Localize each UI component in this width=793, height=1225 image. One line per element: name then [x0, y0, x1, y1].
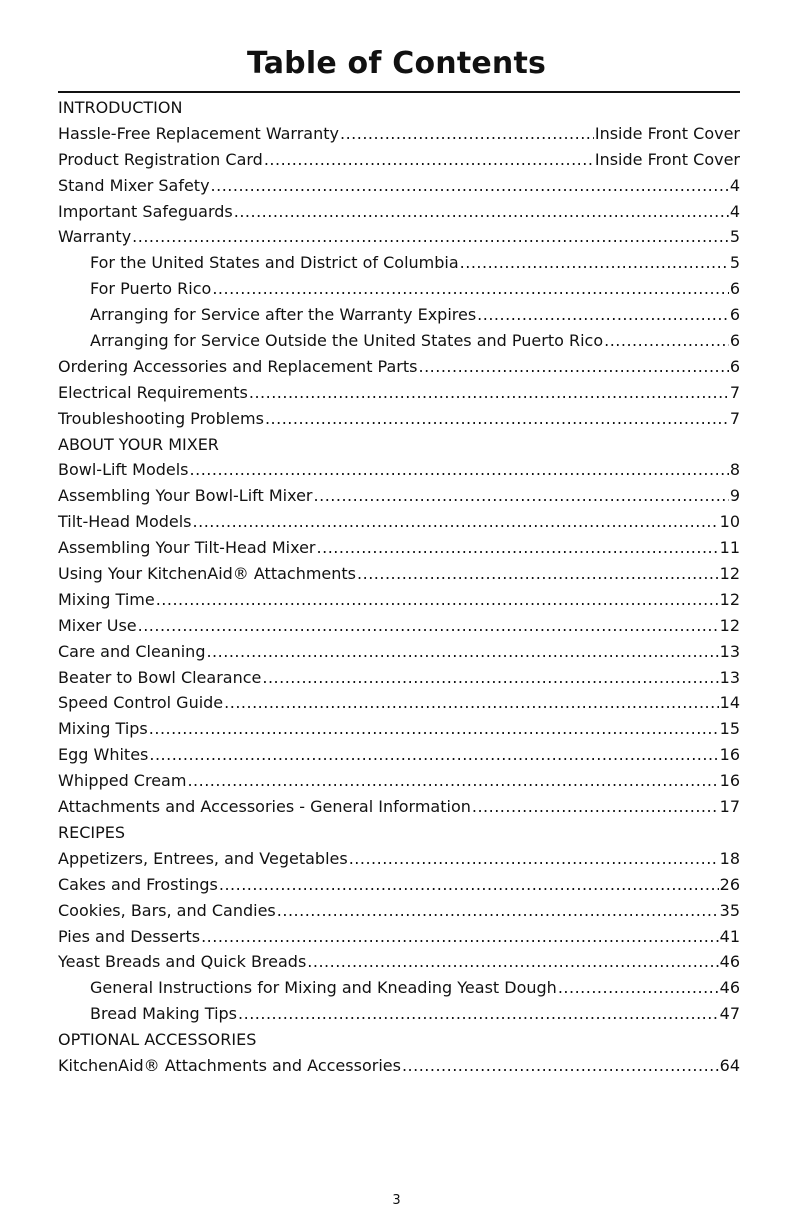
toc-entry[interactable]	[58, 224, 740, 250]
toc-entry-page: 6	[729, 279, 740, 299]
toc-entry[interactable]	[58, 535, 740, 561]
toc-entry-title: Mixing Time	[58, 589, 155, 609]
toc-section-heading	[58, 95, 740, 121]
toc-section-heading	[58, 1027, 740, 1053]
toc-entry-page: 7	[729, 382, 740, 402]
toc-entry-title: Care and Cleaning	[58, 641, 206, 661]
toc-entry[interactable]	[58, 768, 740, 794]
toc-entry[interactable]	[58, 898, 740, 924]
toc-entry[interactable]	[58, 690, 740, 716]
toc-entry-page: 26	[719, 874, 740, 894]
toc-entry-page: 41	[719, 926, 740, 946]
toc-entry-page: 6	[729, 305, 740, 325]
toc-sub-entry[interactable]	[58, 328, 740, 354]
toc-entry-title: Arranging for Service after the Warranty Expires	[90, 305, 477, 325]
dot-leader	[460, 250, 729, 276]
toc-entry[interactable]	[58, 199, 740, 225]
toc-entry-title: OPTIONAL ACCESSORIES	[58, 1030, 257, 1050]
toc-entry-title: Product Registration Card	[58, 149, 263, 169]
toc-entry-title: Warranty	[58, 227, 132, 247]
toc-entry-page: 4	[729, 175, 740, 195]
dot-leader	[317, 535, 719, 561]
toc-entry-page: 5	[729, 253, 740, 273]
toc-entry-page: 35	[719, 900, 740, 920]
toc-entry-page: 5	[729, 227, 740, 247]
toc-entry[interactable]	[58, 949, 740, 975]
toc-entry-title: Cookies, Bars, and Candies	[58, 900, 276, 920]
toc-entry-page: 17	[719, 797, 740, 817]
dot-leader	[219, 872, 719, 898]
dot-leader	[418, 354, 728, 380]
dot-leader	[249, 380, 729, 406]
toc-entry-page: 9	[729, 486, 740, 506]
toc-entry-page: 6	[729, 356, 740, 376]
toc-sub-entry[interactable]	[58, 975, 740, 1001]
toc-entry[interactable]	[58, 483, 740, 509]
toc-sub-entry[interactable]	[58, 250, 740, 276]
dot-leader	[277, 898, 719, 924]
toc-entry-page: 18	[719, 848, 740, 868]
toc-entry-title: Stand Mixer Safety	[58, 175, 210, 195]
dot-leader	[477, 302, 729, 328]
toc-section-heading	[58, 820, 740, 846]
toc-entry[interactable]	[58, 173, 740, 199]
toc-entry[interactable]	[58, 406, 740, 432]
toc-entry[interactable]	[58, 121, 740, 147]
toc-entry-page: 4	[729, 201, 740, 221]
dot-leader	[190, 457, 729, 483]
toc-entry-title: Egg Whites	[58, 745, 149, 765]
toc-entry[interactable]	[58, 924, 740, 950]
toc-entry-title: Beater to Bowl Clearance	[58, 667, 262, 687]
dot-leader	[156, 587, 719, 613]
toc-entry-title: Mixer Use	[58, 615, 137, 635]
dot-leader	[224, 690, 718, 716]
toc-entry[interactable]	[58, 742, 740, 768]
page-number: 3	[392, 1193, 401, 1208]
toc-entry[interactable]	[58, 665, 740, 691]
toc-entry-page: 16	[719, 745, 740, 765]
page-title: Table of Contents	[246, 46, 547, 81]
toc-entry-title: RECIPES	[58, 822, 126, 842]
dot-leader	[402, 1053, 719, 1079]
dot-leader	[238, 1001, 719, 1027]
toc-entry-title: Mixing Tips	[58, 719, 148, 739]
toc-entry-title: For Puerto Rico	[90, 279, 212, 299]
toc-entry-title: Arranging for Service Outside the United States and Puerto Rico	[90, 331, 604, 351]
toc-entry-page: 12	[719, 564, 740, 584]
toc-entry[interactable]	[58, 846, 740, 872]
table-of-contents	[58, 95, 740, 1079]
toc-entry-page: 12	[719, 589, 740, 609]
toc-entry-page: 16	[719, 771, 740, 791]
toc-entry-title: Whipped Cream	[58, 771, 187, 791]
toc-entry-title: Cakes and Frostings	[58, 874, 218, 894]
toc-sub-entry[interactable]	[58, 276, 740, 302]
toc-entry-title: Yeast Breads and Quick Breads	[58, 952, 307, 972]
toc-entry-page: Inside Front Cover	[594, 123, 740, 143]
toc-entry-page: 6	[729, 331, 740, 351]
toc-entry-page: 64	[719, 1055, 740, 1075]
toc-entry-page: Inside Front Cover	[594, 149, 740, 169]
dot-leader	[314, 483, 729, 509]
dot-leader	[262, 665, 718, 691]
toc-entry-page: 13	[719, 667, 740, 687]
dot-leader	[307, 949, 718, 975]
toc-entry-page: 13	[719, 641, 740, 661]
toc-entry-title: Important Safeguards	[58, 201, 233, 221]
title-rule	[58, 91, 740, 93]
toc-entry-page: 7	[729, 408, 740, 428]
toc-entry-page: 12	[719, 615, 740, 635]
toc-entry-page: 47	[719, 1004, 740, 1024]
dot-leader	[132, 224, 729, 250]
toc-entry[interactable]	[58, 716, 740, 742]
dot-leader	[558, 975, 719, 1001]
toc-entry-title: Troubleshooting Problems	[58, 408, 264, 428]
toc-entry-title: Ordering Accessories and Replacement Parts	[58, 356, 418, 376]
toc-entry-page: 46	[719, 978, 740, 998]
toc-entry[interactable]	[58, 1053, 740, 1079]
dot-leader	[149, 716, 719, 742]
dot-leader	[234, 199, 729, 225]
toc-entry[interactable]	[58, 872, 740, 898]
toc-entry-title: General Instructions for Mixing and Kneading Yeast Dough	[90, 978, 557, 998]
dot-leader	[340, 121, 594, 147]
toc-entry-title: Electrical Requirements	[58, 382, 248, 402]
dot-leader	[349, 846, 719, 872]
toc-entry-page: 8	[729, 460, 740, 480]
toc-sub-entry[interactable]	[58, 1001, 740, 1027]
toc-entry-title: INTRODUCTION	[58, 98, 183, 117]
toc-entry-title: ABOUT YOUR MIXER	[58, 434, 219, 454]
toc-entry-title: Bowl-Lift Models	[58, 460, 189, 480]
toc-entry[interactable]	[58, 639, 740, 665]
toc-entry-title: For the United States and District of Columbia	[90, 253, 459, 273]
dot-leader	[149, 742, 718, 768]
toc-entry-title: Bread Making Tips	[90, 1004, 238, 1024]
toc-entry[interactable]	[58, 457, 740, 483]
toc-entry[interactable]	[58, 587, 740, 613]
toc-entry-title: KitchenAid® Attachments and Accessories	[58, 1055, 401, 1075]
toc-entry[interactable]	[58, 354, 740, 380]
toc-entry-title: Speed Control Guide	[58, 693, 224, 713]
dot-leader	[265, 406, 729, 432]
dot-leader	[357, 561, 719, 587]
toc-entry-title: Appetizers, Entrees, and Vegetables	[58, 848, 348, 868]
dot-leader	[187, 768, 718, 794]
toc-entry-page: 15	[719, 719, 740, 739]
dot-leader	[211, 173, 729, 199]
dot-leader	[472, 794, 719, 820]
toc-entry-title: Assembling Your Bowl-Lift Mixer	[58, 486, 313, 506]
dot-leader	[138, 613, 719, 639]
dot-leader	[604, 328, 729, 354]
dot-leader	[201, 924, 719, 950]
toc-entry[interactable]	[58, 380, 740, 406]
dot-leader	[212, 276, 729, 302]
toc-entry-page: 46	[719, 952, 740, 972]
toc-entry-title: Using Your KitchenAid® Attachments	[58, 564, 357, 584]
toc-entry-page: 14	[719, 693, 740, 713]
toc-entry[interactable]	[58, 561, 740, 587]
toc-sub-entry[interactable]	[58, 302, 740, 328]
dot-leader	[264, 147, 594, 173]
toc-entry[interactable]	[58, 794, 740, 820]
toc-entry[interactable]	[58, 147, 740, 173]
toc-entry-page: 10	[719, 512, 740, 532]
toc-entry-title: Attachments and Accessories - General Information	[58, 797, 471, 817]
toc-entry-title: Assembling Your Tilt-Head Mixer	[58, 538, 316, 558]
dot-leader	[193, 509, 719, 535]
toc-entry-title: Pies and Desserts	[58, 926, 201, 946]
toc-section-heading	[58, 432, 740, 458]
toc-entry[interactable]	[58, 613, 740, 639]
dot-leader	[206, 639, 718, 665]
toc-entry-title: Tilt-Head Models	[58, 512, 192, 532]
toc-entry-page: 11	[719, 538, 740, 558]
toc-entry[interactable]	[58, 509, 740, 535]
toc-entry-title: Hassle-Free Replacement Warranty	[58, 123, 339, 143]
